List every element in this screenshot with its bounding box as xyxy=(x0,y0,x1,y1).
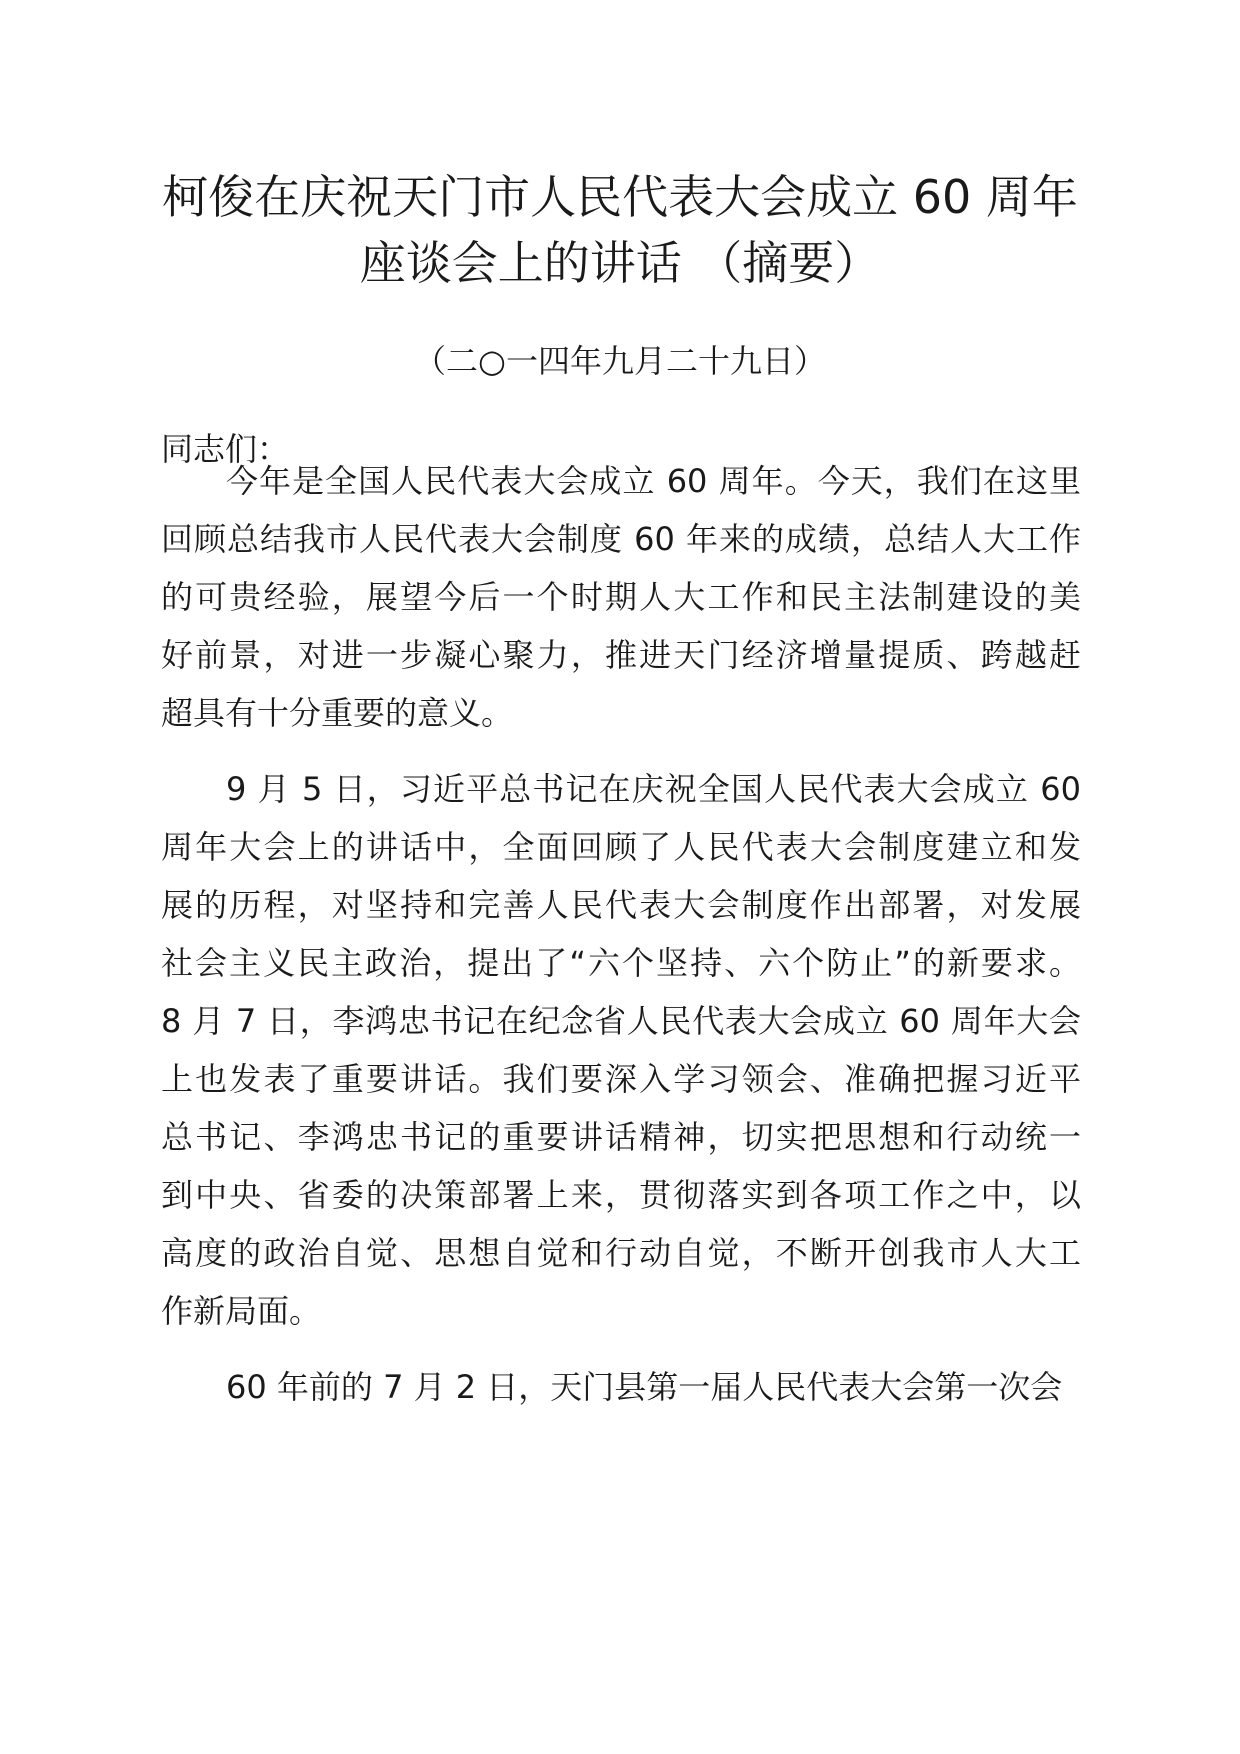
paragraph-1-line-4: 好前景，对进一步凝心聚力，推进天门经济增量提质、跨越赶 xyxy=(161,636,1081,674)
paragraph-1-line-2: 回顾总结我市人民代表大会制度 60 年来的成绩，总结人大工作 xyxy=(161,520,1081,558)
salutation: 同志们： xyxy=(161,430,290,468)
paragraph-3-line-1: 60 年前的 7 月 2 日，天门县第一届人民代表大会第一次会 xyxy=(226,1368,1063,1406)
paragraph-1-line-5: 超具有十分重要的意义。 xyxy=(161,694,514,732)
paragraph-2-line-5: 8 月 7 日，李鸿忠书记在纪念省人民代表大会成立 60 周年大会 xyxy=(161,1002,1081,1040)
paragraph-2-line-2: 周年大会上的讲话中，全面回顾了人民代表大会制度建立和发 xyxy=(161,828,1081,866)
paragraph-2-line-9: 高度的政治自觉、思想自觉和行动自觉，不断开创我市人大工 xyxy=(161,1234,1081,1272)
title-line-1: 柯俊在庆祝天门市人民代表大会成立 60 周年 xyxy=(162,170,1078,224)
speech-date: （二○一四年九月二十九日） xyxy=(414,342,826,380)
paragraph-1-line-3: 的可贵经验，展望今后一个时期人大工作和民主法制建设的美 xyxy=(161,578,1081,616)
paragraph-2-line-4: 社会主义民主政治，提出了“六个坚持、六个防止”的新要求。 xyxy=(161,944,1081,982)
paragraph-2-line-8: 到中央、省委的决策部署上来，贯彻落实到各项工作之中，以 xyxy=(161,1176,1081,1214)
paragraph-2-line-10: 作新局面。 xyxy=(161,1292,322,1330)
paragraph-2-line-6: 上也发表了重要讲话。我们要深入学习领会、准确把握习近平 xyxy=(161,1060,1081,1098)
paragraph-1-line-1: 今年是全国人民代表大会成立 60 周年。今天，我们在这里 xyxy=(226,462,1081,500)
paragraph-2-line-3: 展的历程，对坚持和完善人民代表大会制度作出部署，对发展 xyxy=(161,886,1081,924)
paragraph-2-line-1: 9 月 5 日，习近平总书记在庆祝全国人民代表大会成立 60 xyxy=(226,770,1081,808)
title-line-2: 座谈会上的讲话 （摘要） xyxy=(359,236,881,290)
paragraph-2-line-7: 总书记、李鸿忠书记的重要讲话精神，切实把思想和行动统一 xyxy=(161,1118,1081,1156)
